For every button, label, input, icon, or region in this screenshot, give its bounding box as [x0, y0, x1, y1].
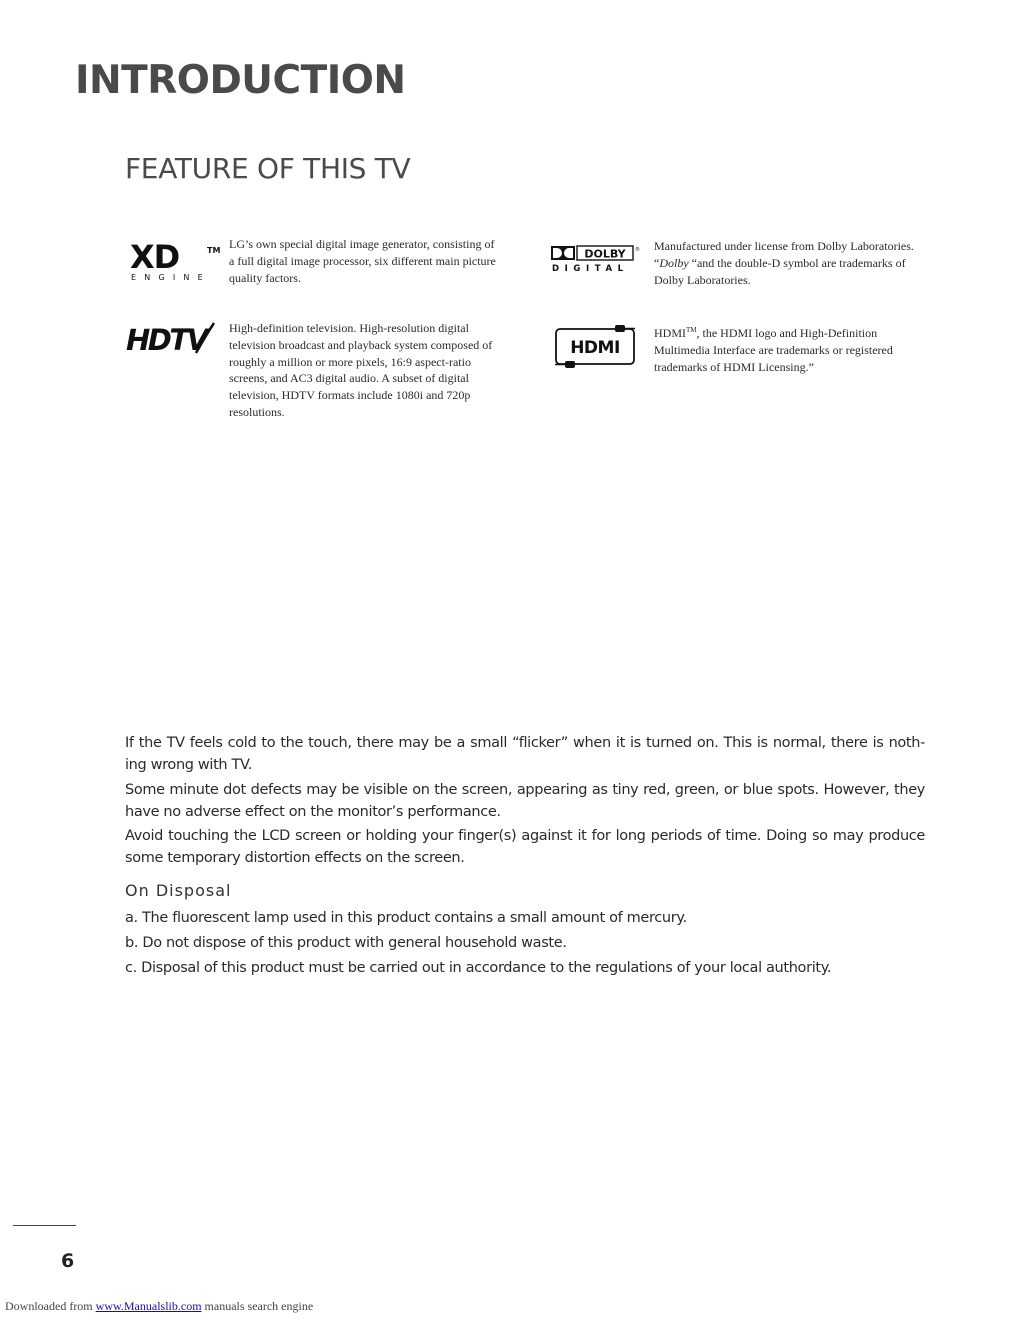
hdmi-description-part-b: , the HDMI logo and High-Definition Multimedia Interface are trademarks or registered trademarks of HDMI Licensing.” [654, 326, 893, 374]
disposal-heading: On Disposal [125, 881, 232, 900]
hdmi-logo-text: HDMI [570, 338, 620, 358]
xd-logo-text: XD [130, 240, 180, 276]
dolby-logo-reg: ® [635, 247, 640, 253]
disposal-item: a. The fluorescent lamp used in this product contains a small amount of mercury. [125, 910, 687, 926]
dolby-description-part-b: “and the double-D symbol are trademarks of Dolby Laboratories. [654, 255, 906, 287]
dolby-description-italic: Dolby [659, 255, 689, 270]
hdmi-logo-graphic [553, 322, 637, 372]
disposal-item: b. Do not dispose of this product with general household waste. [125, 935, 567, 951]
hdmi-description-part-a: HDMI [654, 326, 686, 340]
chapter-title: INTRODUCTION [75, 58, 406, 103]
dolby-logo-text: DOLBY [584, 247, 626, 261]
disposal-item: c. Disposal of this product must be carried out in accordance to the regulations of your local authority. [125, 960, 832, 976]
hdtv-description: High-definition television. High-resolution digital television broadcast and playback system composed of roughly a million or more pixels, 16:9 aspect-ratio screens, and AC3 digital audio. A subset of digital television, HDTV formats include 1080i and 720p resolutions. [229, 321, 493, 419]
hdtv-logo [124, 320, 224, 358]
hdtv-logo-text: HDTV [126, 323, 207, 357]
page-number: 6 [61, 1250, 75, 1272]
note-lcd-touch: Avoid touching the LCD screen or holding your finger(s) against it for long periods of time. Doing so may produce some temporary distortion effects on the screen. [125, 828, 925, 866]
hdmi-plug-top-icon [615, 325, 625, 332]
dolby-logo-sub: DIGITAL [552, 264, 629, 274]
xd-engine-description: LG’s own special digital image generator, consisting of a full digital image processor, six different main picture quality factors. [229, 237, 496, 285]
xd-engine-logo [128, 240, 222, 284]
dolby-description [654, 238, 930, 288]
page-number-rule [13, 1225, 76, 1226]
section-title: FEATURE OF THIS TV [125, 152, 411, 185]
hdmi-description [654, 322, 930, 375]
hdmi-plug-bottom-icon [565, 361, 575, 368]
footer-prefix: Downloaded from [5, 1299, 96, 1313]
hdmi-logo [553, 322, 637, 372]
dolby-digital-logo [550, 244, 640, 274]
note-dot-defects: Some minute dot defects may be visible on the screen, appearing as tiny red, green, or blue spots. However, they have no adverse effect on the monitor’s performance. [125, 782, 925, 820]
note-flicker: If the TV feels cold to the touch, there may be a small “flicker” when it is turned on. This is normal, there is noth-ing wrong with TV. [125, 735, 925, 773]
xd-logo-sub: ENGINE [131, 273, 211, 282]
download-footer [5, 1299, 313, 1314]
xd-engine-logo-graphic [128, 240, 222, 284]
xd-logo-tm: TM [207, 246, 221, 255]
footer-suffix: manuals search engine [201, 1299, 314, 1313]
dolby-digital-logo-graphic [550, 244, 640, 274]
dolby-description-part-a: Manufactured under license from Dolby Laboratories. “ [654, 239, 914, 270]
hdtv-logo-graphic [124, 320, 224, 358]
manualslib-link[interactable]: www.Manualslib.com [95, 1299, 202, 1313]
double-d-icon [551, 246, 575, 260]
hdmi-description-tm: TM [686, 326, 697, 334]
